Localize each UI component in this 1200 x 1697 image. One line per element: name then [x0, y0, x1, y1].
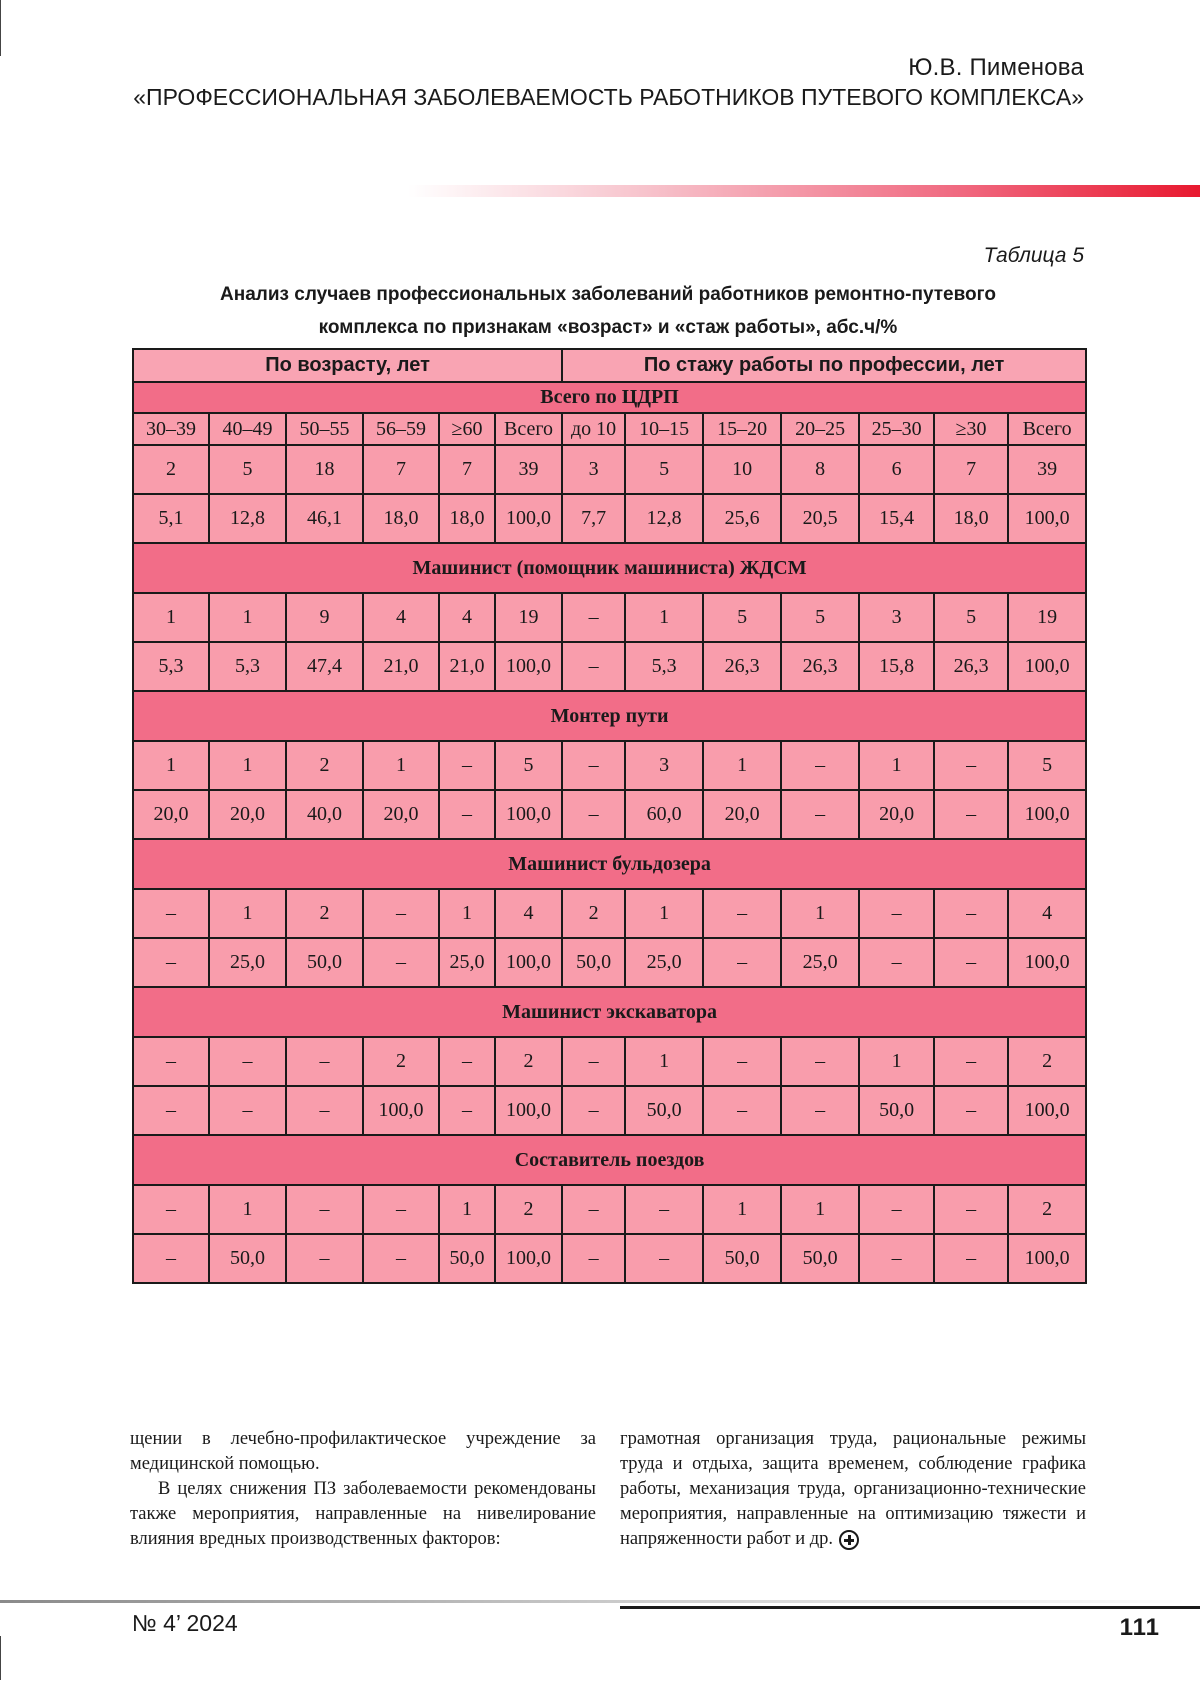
table-cell: – — [934, 1037, 1008, 1086]
table-cell: – — [133, 1234, 209, 1283]
table-cell: 1 — [363, 741, 439, 790]
table-cell: 1 — [209, 593, 286, 642]
table-cell: 8 — [781, 445, 859, 494]
table-cell: 20,0 — [703, 790, 781, 839]
table-title — [132, 278, 1084, 344]
table-cell: 50,0 — [286, 938, 363, 987]
column-header: Всего — [495, 413, 562, 445]
body-text-right-column — [620, 1427, 1086, 1552]
footer-rule-dark — [620, 1606, 1200, 1609]
table-row-absolute — [133, 445, 1086, 494]
table-cell: 4 — [439, 593, 495, 642]
table-cell: 1 — [625, 1037, 703, 1086]
table-cell: – — [439, 1037, 495, 1086]
header-decorative-bar — [408, 185, 1200, 197]
table-row-percent — [133, 938, 1086, 987]
table-cell: – — [133, 1037, 209, 1086]
table-cell: – — [363, 938, 439, 987]
column-header: 56–59 — [363, 413, 439, 445]
table-cell: 7 — [934, 445, 1008, 494]
table-cell: 4 — [1008, 889, 1086, 938]
table-cell: 5 — [1008, 741, 1086, 790]
table-cell: – — [439, 741, 495, 790]
column-header-row — [133, 413, 1086, 445]
table-cell: – — [934, 741, 1008, 790]
section-title: Машинист экскаватора — [133, 987, 1086, 1037]
table-cell: – — [439, 790, 495, 839]
table-cell: 50,0 — [859, 1086, 934, 1135]
table-cell: 1 — [781, 1185, 859, 1234]
table-cell: 26,3 — [934, 642, 1008, 691]
table-cell: 18,0 — [934, 494, 1008, 543]
table-cell: – — [625, 1185, 703, 1234]
table-cell: 20,0 — [133, 790, 209, 839]
table-cell: – — [859, 938, 934, 987]
table-cell: 5 — [209, 445, 286, 494]
table-cell: 5,3 — [209, 642, 286, 691]
table-cell: 4 — [363, 593, 439, 642]
table-cell: – — [133, 938, 209, 987]
table-cell: 2 — [133, 445, 209, 494]
table-cell: 20,5 — [781, 494, 859, 543]
table-cell: 5 — [625, 445, 703, 494]
table-cell: 5 — [703, 593, 781, 642]
table-cell: 1 — [859, 741, 934, 790]
table-cell: – — [562, 593, 625, 642]
table-cell: 1 — [209, 889, 286, 938]
table-cell: – — [286, 1086, 363, 1135]
table-cell: 5 — [934, 593, 1008, 642]
table-cell: 20,0 — [859, 790, 934, 839]
table-cell: 100,0 — [1008, 1086, 1086, 1135]
table-cell: – — [781, 790, 859, 839]
section-header-row — [133, 839, 1086, 889]
body-paragraph: щении в лечебно-профилактическое учреждение за медицинской помощью. — [130, 1429, 596, 1474]
table-cell: 1 — [133, 593, 209, 642]
table-cell: 1 — [859, 1037, 934, 1086]
table-cell: – — [562, 1234, 625, 1283]
table-cell: 18,0 — [439, 494, 495, 543]
table-title-line-1: Анализ случаев профессиональных заболеваний работников ремонтно-путевого — [220, 284, 996, 305]
table-cell: 3 — [562, 445, 625, 494]
table-cell: – — [934, 790, 1008, 839]
table-cell: 1 — [439, 889, 495, 938]
body-text-left-column — [130, 1427, 596, 1552]
table-cell: – — [286, 1234, 363, 1283]
table-cell: 2 — [286, 741, 363, 790]
table-cell: 100,0 — [1008, 938, 1086, 987]
table-cell: – — [439, 1086, 495, 1135]
table-cell: 15,8 — [859, 642, 934, 691]
table-cell: – — [859, 1185, 934, 1234]
table-cell: – — [286, 1037, 363, 1086]
table-cell: 2 — [1008, 1037, 1086, 1086]
table-cell: 5,3 — [625, 642, 703, 691]
table-cell: – — [859, 1234, 934, 1283]
section-title: Монтер пути — [133, 691, 1086, 741]
column-header: 40–49 — [209, 413, 286, 445]
table-cell: – — [562, 1086, 625, 1135]
section-header-row — [133, 987, 1086, 1037]
column-header: 25–30 — [859, 413, 934, 445]
table-cell: 100,0 — [1008, 642, 1086, 691]
table-cell: 1 — [439, 1185, 495, 1234]
table-cell: – — [781, 741, 859, 790]
column-header: 30–39 — [133, 413, 209, 445]
table-cell: – — [703, 1086, 781, 1135]
table-cell: 2 — [286, 889, 363, 938]
table-cell: 25,6 — [703, 494, 781, 543]
table-cell: 12,8 — [625, 494, 703, 543]
page-number: 111 — [1119, 1614, 1160, 1641]
table-cell: 2 — [363, 1037, 439, 1086]
table-cell: 5,1 — [133, 494, 209, 543]
table-cell: 100,0 — [495, 494, 562, 543]
table-cell: – — [562, 642, 625, 691]
table-row-percent — [133, 790, 1086, 839]
table-cell: 26,3 — [703, 642, 781, 691]
table-cell: – — [133, 1185, 209, 1234]
table-cell: 100,0 — [363, 1086, 439, 1135]
body-paragraph — [620, 1427, 1086, 1552]
group-header-experience: По стажу работы по профессии, лет — [562, 349, 1086, 382]
table-cell: 19 — [495, 593, 562, 642]
column-header: 20–25 — [781, 413, 859, 445]
table-cell: 9 — [286, 593, 363, 642]
table-cell: – — [133, 1086, 209, 1135]
table-cell: 50,0 — [781, 1234, 859, 1283]
column-header: Всего — [1008, 413, 1086, 445]
railway-logo-icon — [839, 1530, 859, 1550]
column-header: ≥30 — [934, 413, 1008, 445]
table-row-absolute — [133, 889, 1086, 938]
table-cell: – — [209, 1037, 286, 1086]
table-cell: – — [133, 889, 209, 938]
issue-number: № 4’ 2024 — [132, 1610, 238, 1636]
table-row-absolute — [133, 1185, 1086, 1234]
table-cell: 7 — [439, 445, 495, 494]
running-head-author: Ю.В. Пименова — [908, 54, 1084, 81]
table-cell: 18,0 — [363, 494, 439, 543]
table-cell: 3 — [625, 741, 703, 790]
body-paragraph: В целях снижения ПЗ заболеваемости рекомендованы также мероприятия, направленные на нивелирование влияния вредных производственных факторов: — [130, 1479, 596, 1549]
table-cell: – — [363, 1185, 439, 1234]
table-cell: 5,3 — [133, 642, 209, 691]
table-cell: 19 — [1008, 593, 1086, 642]
section-title: Машинист бульдозера — [133, 839, 1086, 889]
table-cell: 40,0 — [286, 790, 363, 839]
table-cell: – — [934, 1234, 1008, 1283]
crop-mark-bottom — [0, 1636, 1, 1680]
section-title: Машинист (помощник машиниста) ЖДСМ — [133, 543, 1086, 593]
table-cell: 25,0 — [625, 938, 703, 987]
table-cell: 12,8 — [209, 494, 286, 543]
table-cell: – — [781, 1086, 859, 1135]
table-group-header-row — [133, 349, 1086, 382]
table-cell: 50,0 — [625, 1086, 703, 1135]
table-cell: – — [703, 889, 781, 938]
column-header: 10–15 — [625, 413, 703, 445]
table-cell: 21,0 — [363, 642, 439, 691]
data-table — [132, 348, 1087, 1284]
table-cell: 100,0 — [1008, 790, 1086, 839]
table-cell: 39 — [1008, 445, 1086, 494]
table-cell: 1 — [625, 889, 703, 938]
table-cell: 60,0 — [625, 790, 703, 839]
table-cell: 4 — [495, 889, 562, 938]
table-cell: 7,7 — [562, 494, 625, 543]
table-cell: 2 — [495, 1037, 562, 1086]
table-cell: 47,4 — [286, 642, 363, 691]
table-row-percent — [133, 642, 1086, 691]
footer-rule — [0, 1600, 1200, 1603]
table-cell: 15,4 — [859, 494, 934, 543]
table-cell: 2 — [495, 1185, 562, 1234]
table-cell: – — [934, 1086, 1008, 1135]
table-cell: 18 — [286, 445, 363, 494]
table-cell: – — [934, 889, 1008, 938]
body-paragraph-text: грамотная организация труда, рациональные режимы труда и отдыха, защита временем, соблюдение графика работы, механизация труда, организационно-технические мероприятия, направленные на оптимизацию тяжести и напряженности работ и др. — [620, 1429, 1086, 1549]
table-cell: 100,0 — [1008, 494, 1086, 543]
table-cell: – — [934, 938, 1008, 987]
table-cell: – — [781, 1037, 859, 1086]
group-header-age: По возрасту, лет — [133, 349, 562, 382]
table-cell: – — [562, 1185, 625, 1234]
table-cell: 50,0 — [562, 938, 625, 987]
table-cell: 20,0 — [209, 790, 286, 839]
table-cell: – — [703, 938, 781, 987]
table-cell: 26,3 — [781, 642, 859, 691]
table-cell: 1 — [209, 1185, 286, 1234]
table-cell: 100,0 — [495, 938, 562, 987]
section-title: Всего по ЦДРП — [133, 382, 1086, 413]
table-cell: 2 — [562, 889, 625, 938]
table-cell: – — [363, 1234, 439, 1283]
table-label: Таблица 5 — [983, 244, 1084, 267]
table-cell: 3 — [859, 593, 934, 642]
table-title-line-2: комплекса по признакам «возраст» и «стаж работы», абс.ч/% — [318, 317, 898, 338]
section-header-row — [133, 382, 1086, 413]
table-cell: 1 — [209, 741, 286, 790]
column-header: 50–55 — [286, 413, 363, 445]
section-title: Составитель поездов — [133, 1135, 1086, 1185]
table-cell: 25,0 — [781, 938, 859, 987]
table-cell: 1 — [133, 741, 209, 790]
table-cell: 100,0 — [1008, 1234, 1086, 1283]
table-cell: 7 — [363, 445, 439, 494]
table-cell: 1 — [703, 741, 781, 790]
table-cell: 2 — [1008, 1185, 1086, 1234]
column-header: 15–20 — [703, 413, 781, 445]
table-cell: – — [625, 1234, 703, 1283]
table-cell: 20,0 — [363, 790, 439, 839]
table-cell: 50,0 — [439, 1234, 495, 1283]
column-header: до 10 — [562, 413, 625, 445]
table-cell: – — [562, 790, 625, 839]
table-cell: 21,0 — [439, 642, 495, 691]
table-row-percent — [133, 494, 1086, 543]
crop-mark-top — [0, 0, 1, 56]
table-cell: 50,0 — [209, 1234, 286, 1283]
table-row-absolute — [133, 593, 1086, 642]
table-cell: 6 — [859, 445, 934, 494]
column-header: ≥60 — [439, 413, 495, 445]
table-cell: – — [703, 1037, 781, 1086]
table-row-absolute — [133, 741, 1086, 790]
running-head-title: «ПРОФЕССИОНАЛЬНАЯ ЗАБОЛЕВАЕМОСТЬ РАБОТНИКОВ ПУТЕВОГО КОМПЛЕКСА» — [133, 84, 1084, 110]
table-cell: – — [859, 889, 934, 938]
table-cell: 10 — [703, 445, 781, 494]
table-row-absolute — [133, 1037, 1086, 1086]
section-header-row — [133, 691, 1086, 741]
section-header-row — [133, 1135, 1086, 1185]
table-cell: 100,0 — [495, 1086, 562, 1135]
table-cell: 46,1 — [286, 494, 363, 543]
table-cell: 25,0 — [209, 938, 286, 987]
table-cell: 39 — [495, 445, 562, 494]
table-cell: 100,0 — [495, 642, 562, 691]
table-cell: 100,0 — [495, 1234, 562, 1283]
table-cell: 5 — [495, 741, 562, 790]
table-cell: – — [363, 889, 439, 938]
table-cell: 1 — [781, 889, 859, 938]
table-cell: 1 — [625, 593, 703, 642]
table-cell: – — [562, 741, 625, 790]
table-cell: 100,0 — [495, 790, 562, 839]
table-cell: 50,0 — [703, 1234, 781, 1283]
section-header-row — [133, 543, 1086, 593]
table-cell: – — [562, 1037, 625, 1086]
table-row-percent — [133, 1086, 1086, 1135]
table-row-percent — [133, 1234, 1086, 1283]
table-cell: – — [934, 1185, 1008, 1234]
table-cell: 5 — [781, 593, 859, 642]
table-cell: 1 — [703, 1185, 781, 1234]
table-cell: – — [209, 1086, 286, 1135]
table-cell: – — [286, 1185, 363, 1234]
table-cell: 25,0 — [439, 938, 495, 987]
